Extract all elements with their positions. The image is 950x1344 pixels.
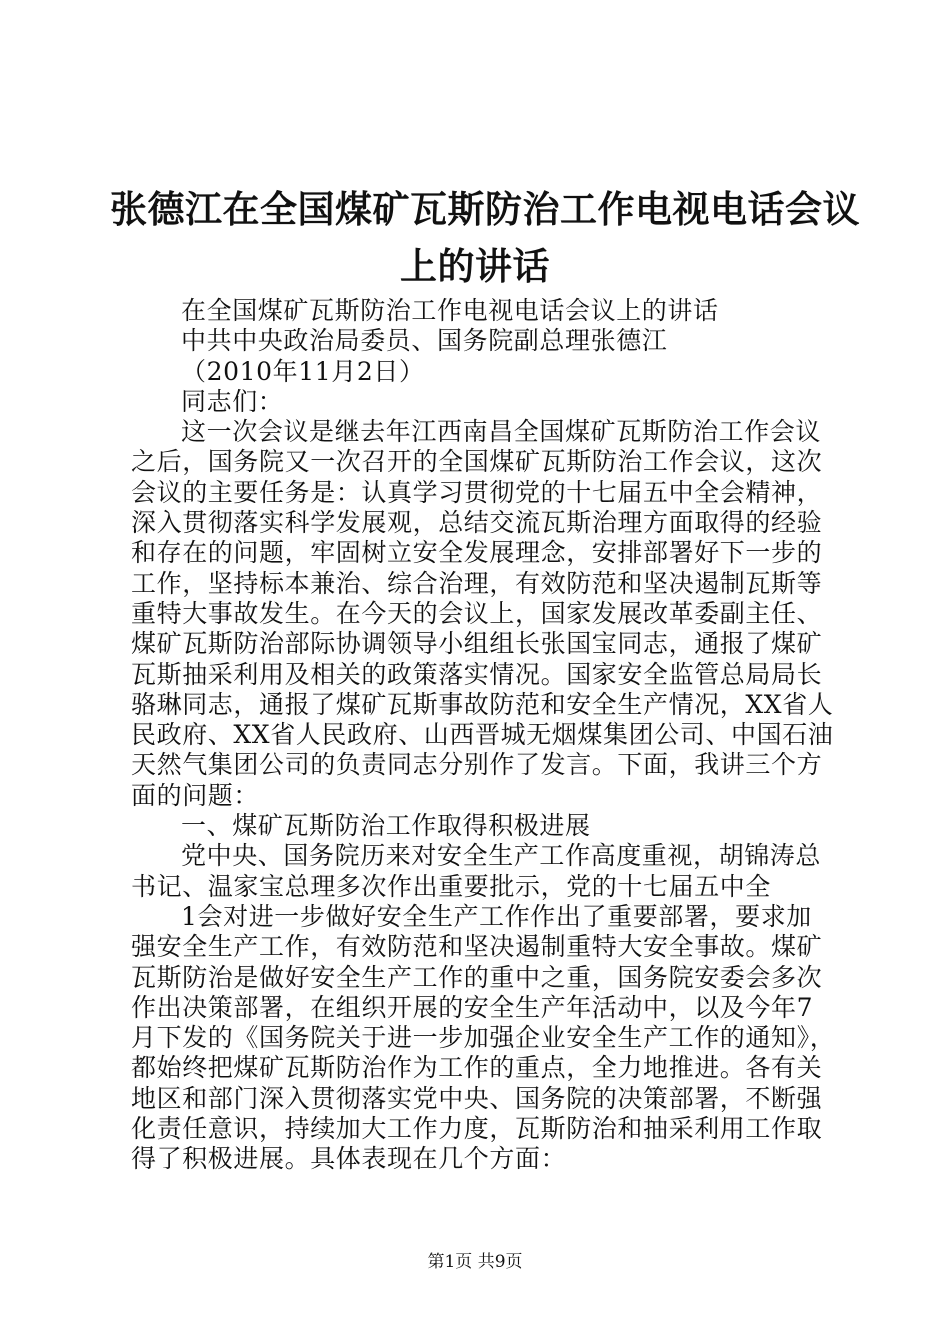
paragraph-line: 之后，国务院又一次召开的全国煤矿瓦斯防治工作会议，这次 — [131, 447, 823, 477]
paragraph-line: 月下发的《国务院关于进一步加强企业安全生产工作的通知》， — [131, 1023, 836, 1053]
date-line: （2010年11月2日） — [181, 356, 425, 386]
paragraph-line: 化责任意识，持续加大工作力度，瓦斯防治和抽采利用工作取 — [131, 1114, 823, 1144]
paragraph-line: 强安全生产工作，有效防范和坚决遏制重特大安全事故。煤矿 — [131, 932, 823, 962]
document-title-line-2: 上的讲话 — [400, 245, 550, 288]
paragraph-line: 天然气集团公司的负责同志分别作了发言。下面，我讲三个方 — [131, 750, 823, 780]
paragraph-line: 党中央、国务院历来对安全生产工作高度重视，胡锦涛总 — [181, 841, 822, 871]
document-title-line-1: 张德江在全国煤矿瓦斯防治工作电视电话会议 — [110, 188, 860, 231]
paragraph-line: 深入贯彻落实科学发展观，总结交流瓦斯治理方面取得的经验 — [131, 508, 823, 538]
paragraph-line: 煤矿瓦斯防治部际协调领导小组组长张国宝同志，通报了煤矿 — [131, 629, 823, 659]
paragraph-line: 地区和部门深入贯彻落实党中央、国务院的决策部署，不断强 — [131, 1083, 823, 1113]
paragraph-line: 这一次会议是继去年江西南昌全国煤矿瓦斯防治工作会议 — [181, 417, 822, 447]
paragraph-line: 作出决策部署，在组织开展的安全生产年活动中，以及今年7 — [131, 992, 814, 1022]
subtitle: 在全国煤矿瓦斯防治工作电视电话会议上的讲话 — [181, 296, 719, 325]
paragraph-line: 面的问题： — [131, 780, 260, 810]
paragraph-line: 书记、温家宝总理多次作出重要批示，党的十七届五中全 — [131, 871, 772, 901]
paragraph-line: 重特大事故发生。在今天的会议上，国家发展改革委副主任、 — [131, 598, 823, 628]
paragraph-line: 得了积极进展。具体表现在几个方面： — [131, 1144, 567, 1174]
section-heading: 一、煤矿瓦斯防治工作取得积极进展 — [181, 811, 591, 841]
page-number-footer: 第1页 共9页 — [427, 1252, 523, 1272]
paragraph-line: 会议的主要任务是：认真学习贯彻党的十七届五中全会精神， — [131, 477, 823, 507]
salutation: 同志们： — [181, 386, 284, 416]
paragraph-line: 瓦斯防治是做好安全生产工作的重中之重，国务院安委会多次 — [131, 962, 823, 992]
paragraph-line: 民政府、XX省人民政府、山西晋城无烟煤集团公司、中国石油 — [131, 720, 834, 750]
paragraph-line: 工作，坚持标本兼治、综合治理，有效防范和坚决遏制瓦斯等 — [131, 568, 823, 598]
paragraph-line: 瓦斯抽采利用及相关的政策落实情况。国家安全监管总局局长 — [131, 659, 823, 689]
speaker-line: 中共中央政治局委员、国务院副总理张德江 — [181, 326, 668, 356]
paragraph-line: 都始终把煤矿瓦斯防治作为工作的重点，全力地推进。各有关 — [131, 1053, 823, 1083]
paragraph-line: 1会对进一步做好安全生产工作作出了重要部署，要求加 — [181, 901, 812, 931]
paragraph-line: 骆琳同志，通报了煤矿瓦斯事故防范和安全生产情况，XX省人 — [131, 689, 834, 719]
paragraph-line: 和存在的问题，牢固树立安全发展理念，安排部署好下一步的 — [131, 538, 823, 568]
document-body — [131, 296, 841, 1175]
